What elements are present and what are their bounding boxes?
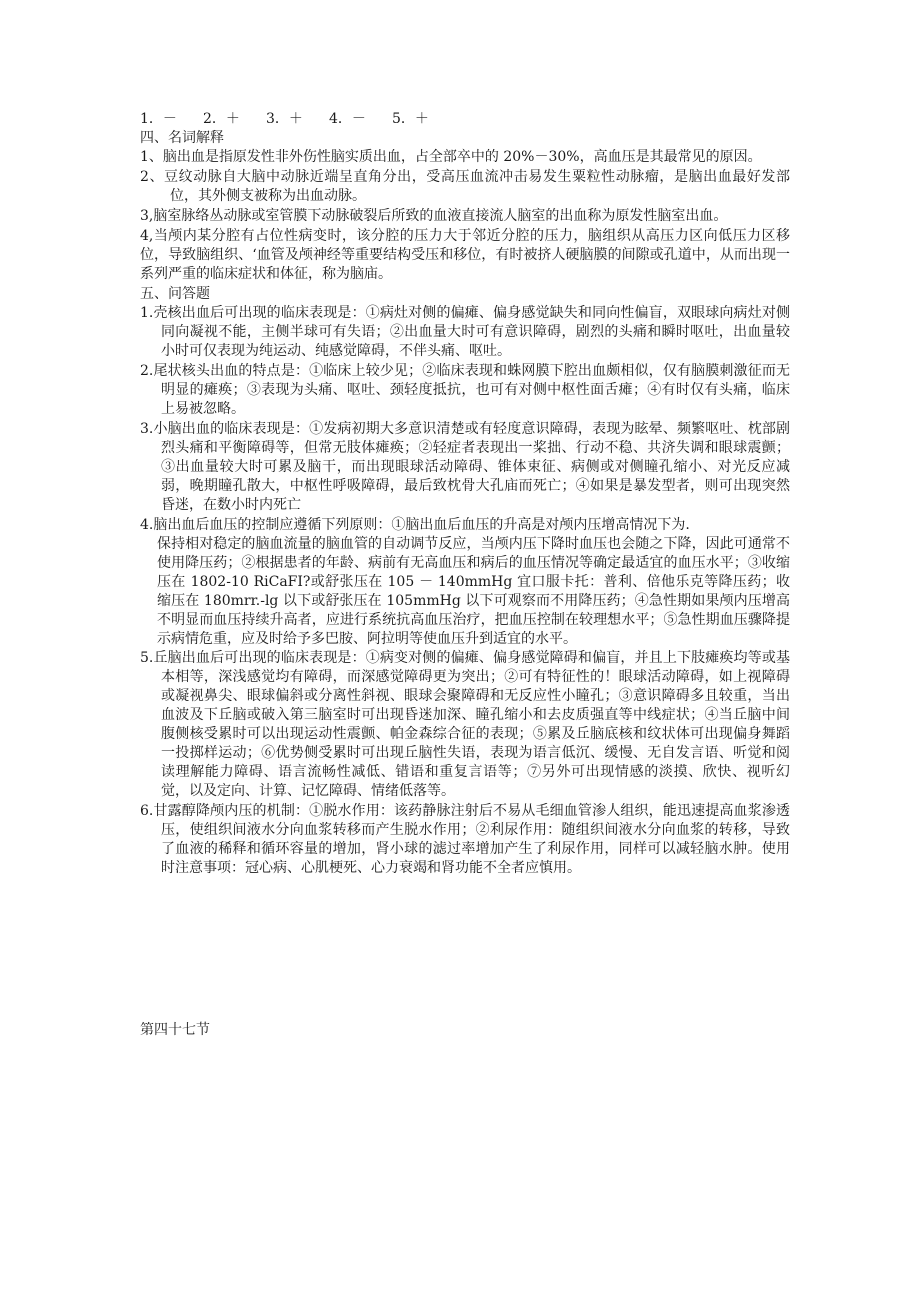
section-footer-title: 第四十七节: [140, 1022, 210, 1038]
qa-item-5: 5.丘脑出血后可出现的临床表现是：①病变对侧的偏瘫、偏身感觉障碍和偏盲，并且上下肢瘫痪均等或基本相等，深浅感觉均有障碍，而深感觉障碍更为突出；②可有特征性的！眼球活动障碍，如上视障碍或凝视鼻尖、眼球偏斜或分离性斜视、眼球会聚障碍和无反应性小瞳孔；③意识障碍多且较重，当出血波及下丘脑或破入第三脑室时可出现昏迷加深、瞳孔缩小和去皮质强直等中线症状；④当丘脑中间腹侧核受累时可以出现运动性震颤、帕金森综合征的表现；⑤累及丘脑底核和纹状体可出现偏身舞蹈一投掷样运动；⑥优势侧受累时可出现丘脑性失语，表现为语言低沉、缓慢、无自发言语、听觉和阅读理解能力障碍、语言流畅性减低、错语和重复言语等；⑦另外可出现情感的淡摸、欣快、视听幻觉，以及定向、计算、记忆障碍、情绪低落等。: [140, 650, 790, 799]
content-area: [140, 110, 790, 879]
answer-key-row: [140, 110, 790, 129]
qa-item-4: 4.脑出血后血压的控制应遵循下列原则：①脑出血后血压的升高是对颅内压增高情况下为.: [140, 517, 690, 533]
answer-1: 1．－: [140, 111, 177, 127]
answer-5: 5．＋: [392, 111, 429, 127]
qa-item-2: 2.尾状核头出血的特点是：①临床上较少见；②临床表现和蛛网膜下腔出血颇相似，仅有脑膜刺激征而无明显的瘫痪；③表现为头痛、呕吐、颈轻度抵抗，也可有对侧中枢性面舌瘫；④有时仅有头痛，临床上易被忽略。: [140, 363, 790, 417]
qa-item-6: 6.甘露醇降颅内压的机制：①脱水作用：该药静脉注射后不易从毛细血管渗人组织，能迅速提高血浆渗透压，使组织间液水分向血浆转移而产生脱水作用；②利尿作用：随组织间液水分向血浆的转移，导致了血液的稀释和循环容量的增加，肾小球的滤过率增加产生了利尿作用，同样可以减轻脑水肿。使用时注意事项：冠心病、心肌梗死、心力衰竭和肾功能不全者应慎用。: [140, 803, 790, 876]
qa-item-4-continuation: 保持相对稳定的脑血流量的脑血管的自动调节反应，当颅内压下降时血压也会随之下降，因此可通常不使用降压药；②根据患者的年龄、病前有无高血压和病后的血压情况等确定最适宜的血压水平；③收缩压在 1802-10 RiCaFI?或舒张压在 105 － 140mmHg 宜口服卡托：普利、倍他乐克等降压药；收缩压在 180mrr.-lg 以下或舒张压在 105mmHg 以下可观察而不用降压药；④急性期如果颅内压增高不明显而血压持续升高者，应进行系统抗高血压治疗，把血压控制在较理想水平；⑤急性期血压骤降提示病情危重，应及时给予多巴胺、阿拉明等使血压升到适宜的水平。: [157, 536, 790, 647]
answer-2: 2．＋: [203, 111, 240, 127]
term-item-3: 3,脑室脉络丛动脉或室管膜下动脉破裂后所致的血液直接流人脑室的出血称为原发性脑室出血。: [140, 208, 728, 224]
answer-4: 4．－: [329, 111, 366, 127]
term-item-2: 2、豆纹动脉自大脑中动脉近端呈直角分出，受高压血流冲击易发生粟粒性动脉瘤，是脑出血最好发部位，其外侧支被称为出血动脉。: [140, 169, 790, 204]
answer-3: 3．＋: [266, 111, 303, 127]
term-item-4: 4,当颅内某分腔有占位性病变时，该分腔的压力大于邻近分腔的压力，脑组织从高压力区向低压力区移位，导致脑组织、‘血管及颅神经等重要结构受压和移位，有时被挤人硬脑膜的间隙或孔道中，从而出现一系列严重的临床症状和体征，称为脑庙。: [140, 228, 790, 282]
section-heading-qa: 五、问答题: [140, 286, 210, 302]
section-heading-terms: 四、名词解释: [140, 130, 224, 146]
term-item-1: 1、脑出血是指原发性非外伤性脑实质出血，占全部卒中的 20%－30%，高血压是其最常见的原因。: [140, 149, 762, 165]
qa-item-1: 1.壳核出血后可出现的临床表现是：①病灶对侧的偏瘫、偏身感觉缺失和同向性偏盲，双眼球向病灶对侧同向凝视不能，主侧半球可有失语；②出血量大时可有意识障碍，剧烈的头痛和瞬时呕吐，出血量较小时可仅表现为纯运动、纯感觉障碍，不伴头痛、呕吐。: [140, 305, 790, 359]
qa-item-3: 3.小脑出血的临床表现是：①发病初期大多意识清楚或有轻度意识障碍，表现为眩晕、频繁呕吐、枕部剧烈头痛和平衡障碍等，但常无肢体瘫痪；②轻症者表现出一桨拙、行动不稳、共济失调和眼球震颤；③出血量较大时可累及脑干，而出现眼球活动障碍、锥体束征、病侧或对侧瞳孔缩小、对光反应减弱，晚期瞳孔散大，中枢性呼吸障碍，最后致枕骨大孔庙而死亡；④如果是暴发型者，则可出现突然昏迷，在数小时内死亡: [140, 421, 790, 513]
